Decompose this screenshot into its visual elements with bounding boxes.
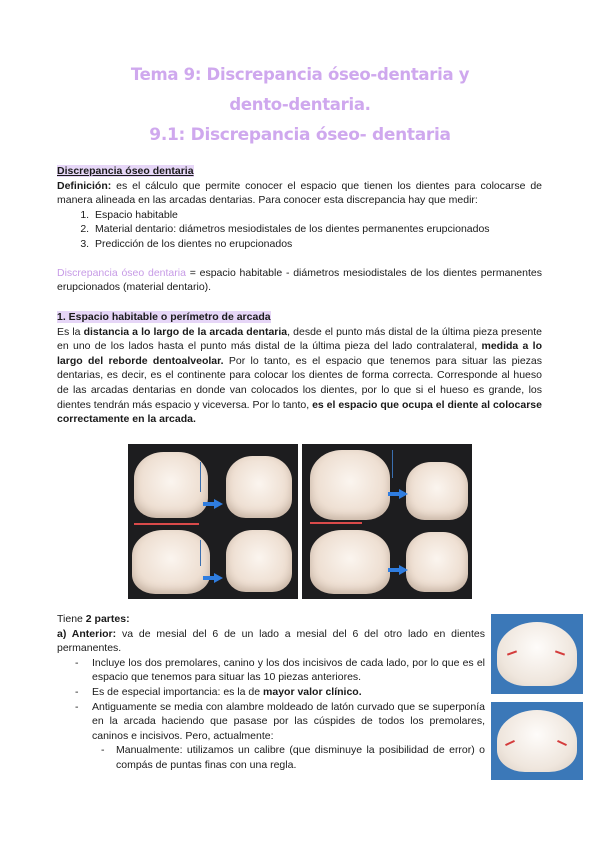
text-run: , desde el punto más distal de la última pieza presente en uno de los lados hasta el punto más distal de la última pieza del lado contralateral, xyxy=(57,325,543,353)
text-run: Tiene xyxy=(57,613,86,625)
text-run-bold: es el espacio que ocupa el diente al colocarse correctamente en la arcada. xyxy=(57,398,542,426)
anterior-text: va de mesial del 6 de un lado a mesial del 6 del otro lado en dientes permanentes. xyxy=(57,627,485,655)
text-run: Por lo tanto, es el espacio que tenemos para situar las piezas dentarias, es decir, es el continente para colocar los dientes de forma correcta. Corresponde al hueso de las arcadas dentarias en donde van colocados los dientes, por lo que si el hueso es grande, los dientes tendrán más espacio y viceversa. Por lo tanto, xyxy=(57,354,543,411)
formula-text: = espacio habitable - diámetros mesiodistales de los dientes permanentes erupcionados (material dentario). xyxy=(57,266,542,294)
list-item-text: Es de especial importancia: es la de xyxy=(92,685,264,698)
measurement-list xyxy=(57,208,542,252)
list-item-text: Antiguamente se media con alambre moldeado de latón curvado que se superponía en la arcada haciendo que pasase por las cúspides de todos los premolares, caninos e incisivos. Pero, actualmente: xyxy=(92,700,485,742)
text-run: Es la xyxy=(57,325,84,338)
section-partes xyxy=(57,612,485,773)
text-run-bold: 2 partes: xyxy=(85,613,130,625)
list-item-text: Predicción de los dientes no erupcionados xyxy=(95,237,293,250)
dental-arch-photo-bottom xyxy=(491,702,583,780)
list-item-text: Espacio habitable xyxy=(95,208,178,221)
page-subtitle: 9.1: Discrepancia óseo- dentaria xyxy=(149,125,451,145)
anterior-label: a) Anterior: xyxy=(57,627,117,640)
page-title-line-2: dento-dentaria. xyxy=(229,95,371,114)
anterior-bullets xyxy=(57,656,485,744)
list-item xyxy=(57,685,485,700)
text-run-bold: medida a lo largo del reborde dentoalveolar. xyxy=(57,340,543,367)
list-item-text-bold: mayor valor clínico. xyxy=(263,685,362,698)
espacio-paragraph xyxy=(57,325,542,427)
section-espacio-habitable xyxy=(57,310,542,427)
formula-paragraph xyxy=(57,266,542,295)
text-run-bold: distancia a lo largo de la arcada dentaria xyxy=(83,325,288,338)
list-item xyxy=(92,222,542,237)
list-item-text: Material dentario: diámetros mesiodistales de los dientes permanentes erupcionados xyxy=(95,223,490,236)
measurement-methods xyxy=(57,743,485,772)
definition-label: Definición: xyxy=(57,179,112,192)
list-item xyxy=(57,700,485,744)
list-item xyxy=(57,656,485,685)
section-heading: 1. Espacio habitable o perímetro de arcada xyxy=(57,311,271,323)
section-heading: Discrepancia óseo dentaria xyxy=(57,165,194,177)
anterior-paragraph xyxy=(57,627,485,656)
definition-text: es el cálculo que permite conocer el espacio que tienen los dientes para colocarse de manera alineada en las arcadas dentarias. Para conocer esta discrepancia hay que medir: xyxy=(57,179,542,207)
dental-arch-photo-top xyxy=(491,614,583,694)
section-discrepancia xyxy=(57,164,542,295)
list-item-text: Incluye los dos premolares, canino y los dos incisivos de cada lado, por lo que es el espacio que tenemos para situar las 10 piezas anteriores. xyxy=(92,656,485,684)
list-item xyxy=(92,237,542,252)
list-item xyxy=(57,743,485,772)
dental-casts-photo-right xyxy=(302,444,472,599)
definition-paragraph xyxy=(57,179,542,208)
dental-casts-photo-left xyxy=(128,444,298,599)
formula-term: Discrepancia óseo dentaria xyxy=(57,266,186,279)
list-item xyxy=(92,208,542,223)
list-item-text: Manualmente: utilizamos un calibre (que disminuye la posibilidad de error) o compás de puntas finas con una regla. xyxy=(116,744,485,771)
page-title-line-1: Tema 9: Discrepancia óseo-dentaria y xyxy=(130,65,470,84)
